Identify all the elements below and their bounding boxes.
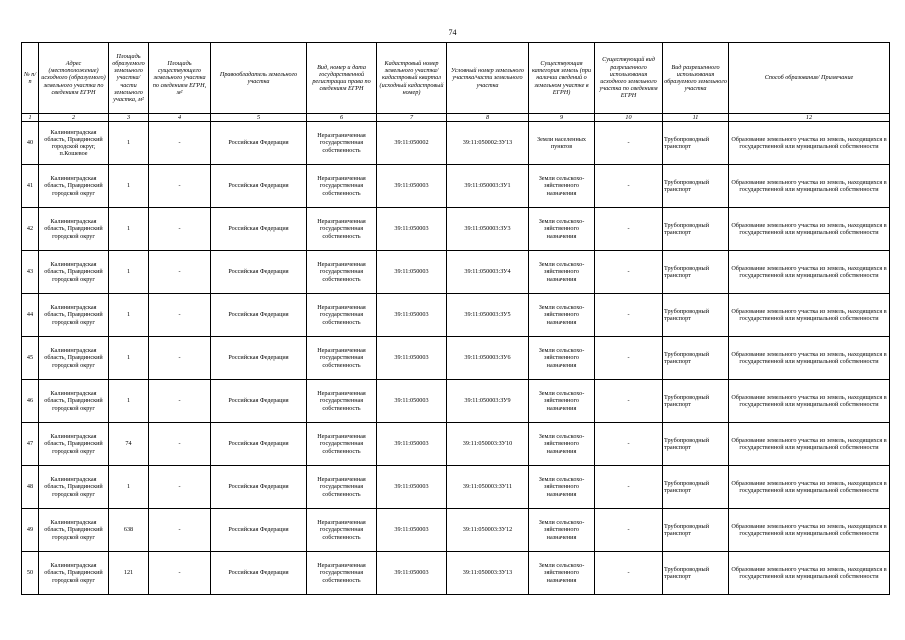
table-cell: 1	[109, 294, 149, 337]
table-cell: Земли сельскохо-зяйственного назначения	[529, 380, 595, 423]
column-number: 4	[149, 114, 211, 122]
table-cell: 41	[22, 165, 39, 208]
table-cell: Образование земельного участка из земель, находящихся в государственной или муниципальной собственности	[729, 509, 890, 552]
table-cell: 39:11:050003:ЗУ3	[447, 208, 529, 251]
table-cell: 39:11:050003:ЗУ12	[447, 509, 529, 552]
table-cell: Трубопроводный транспорт	[663, 380, 729, 423]
table-cell: 49	[22, 509, 39, 552]
table-row	[22, 294, 890, 337]
table-cell: 39:11:050003	[377, 208, 447, 251]
table-cell: Образование земельного участка из земель, находящихся в государственной или муниципальной собственности	[729, 208, 890, 251]
table-cell: Калининградская область, Правдинский городской округ	[39, 251, 109, 294]
column-header: Вид, номер и дата государственной регистрации права по сведениям ЕГРН	[307, 43, 377, 114]
table-cell: Образование земельного участка из земель, находящихся в государственной или муниципальной собственности	[729, 423, 890, 466]
table-cell: Российская Федерация	[211, 208, 307, 251]
table-cell: Трубопроводный транспорт	[663, 466, 729, 509]
table-cell: 39:11:050003:ЗУ11	[447, 466, 529, 509]
column-number: 9	[529, 114, 595, 122]
table-row	[22, 552, 890, 595]
table-cell: Земли сельскохо-зяйственного назначения	[529, 337, 595, 380]
table-cell: Неразграниченная государственная собственность	[307, 337, 377, 380]
table-cell: Неразграниченная государственная собственность	[307, 294, 377, 337]
table-cell: Трубопроводный транспорт	[663, 337, 729, 380]
table-cell: Неразграниченная государственная собственность	[307, 251, 377, 294]
table-cell: 1	[109, 337, 149, 380]
table-cell: Трубопроводный транспорт	[663, 122, 729, 165]
table-row	[22, 423, 890, 466]
table-cell: 39:11:050003:ЗУ10	[447, 423, 529, 466]
column-number: 6	[307, 114, 377, 122]
table-row	[22, 337, 890, 380]
table-cell: 39:11:050003:ЗУ4	[447, 251, 529, 294]
column-header: Кадастровый номер земельного участка/ кадастровый квартал (исходный кадастровый номер)	[377, 43, 447, 114]
land-plots-table	[21, 42, 890, 595]
column-number: 11	[663, 114, 729, 122]
table-cell: Калининградская область, Правдинский городской округ	[39, 509, 109, 552]
table-cell: 74	[109, 423, 149, 466]
column-number: 10	[595, 114, 663, 122]
table-cell: Трубопроводный транспорт	[663, 208, 729, 251]
table-row	[22, 122, 890, 165]
table-cell: 1	[109, 380, 149, 423]
table-cell: Неразграниченная государственная собственность	[307, 509, 377, 552]
table-cell: 39:11:050003:ЗУ1	[447, 165, 529, 208]
table-row	[22, 208, 890, 251]
table-cell: -	[149, 552, 211, 595]
table-cell: Земли сельскохо-зяйственного назначения	[529, 208, 595, 251]
table-cell: Земли населенных пунктов	[529, 122, 595, 165]
column-header: Правообладатель земельного участка	[211, 43, 307, 114]
table-cell: 39:11:050003:ЗУ6	[447, 337, 529, 380]
table-cell: 39:11:050003:ЗУ9	[447, 380, 529, 423]
table-cell: Калининградская область, Правдинский городской округ	[39, 208, 109, 251]
table-cell: Российская Федерация	[211, 423, 307, 466]
table-cell: 44	[22, 294, 39, 337]
column-number: 3	[109, 114, 149, 122]
column-number: 12	[729, 114, 890, 122]
column-header: Существующий вид разрешенного использования исходного земельного участка по сведениям ЕГРН	[595, 43, 663, 114]
table-cell: 39:11:050003	[377, 380, 447, 423]
table-cell: 39:11:050003	[377, 165, 447, 208]
table-cell: -	[149, 423, 211, 466]
table-cell: -	[149, 337, 211, 380]
table-cell: Неразграниченная государственная собственность	[307, 552, 377, 595]
table-cell: Неразграниченная государственная собственность	[307, 208, 377, 251]
table-row	[22, 165, 890, 208]
table-cell: Земли сельскохо-зяйственного назначения	[529, 251, 595, 294]
table-cell: Российская Федерация	[211, 294, 307, 337]
table-cell: -	[595, 380, 663, 423]
table-cell: 48	[22, 466, 39, 509]
table-cell: 1	[109, 208, 149, 251]
table-cell: 638	[109, 509, 149, 552]
table-cell: 121	[109, 552, 149, 595]
table-cell: 42	[22, 208, 39, 251]
table-cell: Неразграниченная государственная собственность	[307, 122, 377, 165]
table-cell: Калининградская область, Правдинский городской округ	[39, 552, 109, 595]
table-row	[22, 509, 890, 552]
column-header: Площадь образуемого земельного участка/части земельного участка, м²	[109, 43, 149, 114]
table-cell: Трубопроводный транспорт	[663, 294, 729, 337]
table-cell: Трубопроводный транспорт	[663, 165, 729, 208]
table-cell: -	[149, 208, 211, 251]
table-cell: Российская Федерация	[211, 466, 307, 509]
table-cell: -	[595, 337, 663, 380]
table-cell: Российская Федерация	[211, 165, 307, 208]
table-cell: -	[595, 509, 663, 552]
column-number: 8	[447, 114, 529, 122]
table-cell: 47	[22, 423, 39, 466]
page-number: 74	[448, 28, 457, 37]
table-cell: Образование земельного участка из земель, находящихся в государственной или муниципальной собственности	[729, 380, 890, 423]
table-cell: Образование земельного участка из земель, находящихся в государственной или муниципальной собственности	[729, 552, 890, 595]
table-cell: 1	[109, 251, 149, 294]
table-cell: 39:11:050002:ЗУ13	[447, 122, 529, 165]
column-header: Адрес (местоположение) исходного (образуемого) земельного участка по сведениям ЕГРН	[39, 43, 109, 114]
table-cell: 46	[22, 380, 39, 423]
table-cell: -	[149, 251, 211, 294]
table-cell: Земли сельскохо-зяйственного назначения	[529, 423, 595, 466]
table-cell: Земли сельскохо-зяйственного назначения	[529, 466, 595, 509]
table-cell: -	[595, 165, 663, 208]
column-number: 5	[211, 114, 307, 122]
table-cell: 39:11:050003	[377, 466, 447, 509]
table-cell: Неразграниченная государственная собственность	[307, 380, 377, 423]
table-cell: -	[149, 294, 211, 337]
column-header: Способ образования/ Примечание	[729, 43, 890, 114]
table-cell: Калининградская область, Правдинский городской округ	[39, 294, 109, 337]
table-cell: Трубопроводный транспорт	[663, 552, 729, 595]
table-cell: 39:11:050003	[377, 251, 447, 294]
table-cell: Образование земельного участка из земель, находящихся в государственной или муниципальной собственности	[729, 165, 890, 208]
table-cell: Трубопроводный транспорт	[663, 423, 729, 466]
table-cell: Российская Федерация	[211, 337, 307, 380]
table-cell: 50	[22, 552, 39, 595]
column-header: № п/п	[22, 43, 39, 114]
table-header-row	[22, 43, 890, 114]
table-cell: -	[149, 122, 211, 165]
table-cell: Калининградская область, Правдинский городской округ	[39, 165, 109, 208]
table-cell: -	[595, 294, 663, 337]
table-cell: Неразграниченная государственная собственность	[307, 165, 377, 208]
table-cell: -	[595, 552, 663, 595]
table-cell: 39:11:050003	[377, 552, 447, 595]
table-cell: -	[595, 423, 663, 466]
table-cell: 39:11:050003:ЗУ13	[447, 552, 529, 595]
column-number: 7	[377, 114, 447, 122]
table-cell: 39:11:050003:ЗУ5	[447, 294, 529, 337]
table-cell: 43	[22, 251, 39, 294]
table-cell: Калининградская область, Правдинский городской округ, п.Кошевое	[39, 122, 109, 165]
table-row	[22, 251, 890, 294]
table-cell: 1	[109, 466, 149, 509]
table-cell: 39:11:050003	[377, 294, 447, 337]
table-cell: Калининградская область, Правдинский городской округ	[39, 466, 109, 509]
table-cell: -	[149, 165, 211, 208]
table-cell: Земли сельскохо-зяйственного назначения	[529, 294, 595, 337]
table-cell: Российская Федерация	[211, 122, 307, 165]
column-header: Вид разрешенного использования образуемого земельного участка	[663, 43, 729, 114]
table-cell: Образование земельного участка из земель, находящихся в государственной или муниципальной собственности	[729, 466, 890, 509]
table-cell: 40	[22, 122, 39, 165]
table-row	[22, 466, 890, 509]
table-cell: Российская Федерация	[211, 251, 307, 294]
table-cell: 39:11:050003	[377, 337, 447, 380]
column-number: 2	[39, 114, 109, 122]
column-header: Площадь существующего земельного участка по сведениям ЕГРН, м²	[149, 43, 211, 114]
table-cell: Образование земельного участка из земель, находящихся в государственной или муниципальной собственности	[729, 294, 890, 337]
table-cell: Российская Федерация	[211, 509, 307, 552]
table-cell: -	[149, 380, 211, 423]
table-row	[22, 380, 890, 423]
table-cell: Калининградская область, Правдинский городской округ	[39, 380, 109, 423]
table-cell: Неразграниченная государственная собственность	[307, 423, 377, 466]
table-cell: -	[595, 251, 663, 294]
table-cell: Калининградская область, Правдинский городской округ	[39, 337, 109, 380]
table-cell: -	[595, 208, 663, 251]
table-cell: Земли сельскохо-зяйственного назначения	[529, 509, 595, 552]
column-number-row	[22, 114, 890, 122]
table-cell: -	[595, 122, 663, 165]
table-cell: Образование земельного участка из земель, находящихся в государственной или муниципальной собственности	[729, 251, 890, 294]
table-cell: Российская Федерация	[211, 552, 307, 595]
table-cell: Земли сельскохо-зяйственного назначения	[529, 552, 595, 595]
table-cell: -	[595, 466, 663, 509]
table-cell: 39:11:050003	[377, 423, 447, 466]
table-cell: 39:11:050002	[377, 122, 447, 165]
table-cell: -	[149, 509, 211, 552]
column-number: 1	[22, 114, 39, 122]
table-cell: 1	[109, 165, 149, 208]
table-cell: Российская Федерация	[211, 380, 307, 423]
table-cell: Трубопроводный транспорт	[663, 251, 729, 294]
table-cell: Образование земельного участка из земель, находящихся в государственной или муниципальной собственности	[729, 122, 890, 165]
table-cell: Калининградская область, Правдинский городской округ	[39, 423, 109, 466]
table-cell: Образование земельного участка из земель, находящихся в государственной или муниципальной собственности	[729, 337, 890, 380]
table-cell: 45	[22, 337, 39, 380]
table-cell: 1	[109, 122, 149, 165]
column-header: Существующая категория земель (при наличии сведений о земельном участке в ЕГРН)	[529, 43, 595, 114]
column-header: Условный номер земельного участка/части земельного участка	[447, 43, 529, 114]
table-cell: Трубопроводный транспорт	[663, 509, 729, 552]
table-cell: Неразграниченная государственная собственность	[307, 466, 377, 509]
table-cell: -	[149, 466, 211, 509]
table-cell: Земли сельскохо-зяйственного назначения	[529, 165, 595, 208]
table-cell: 39:11:050003	[377, 509, 447, 552]
